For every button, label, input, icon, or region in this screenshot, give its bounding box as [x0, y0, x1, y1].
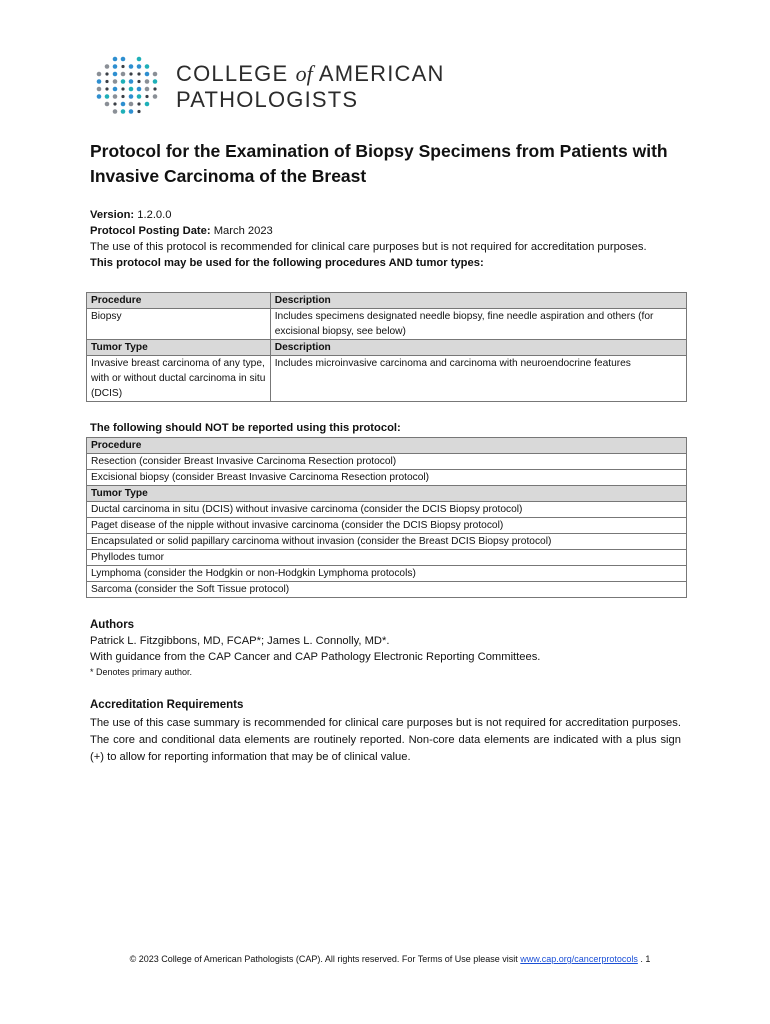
table-row [87, 534, 687, 550]
tumor-type-header: Tumor Type [87, 340, 271, 356]
version-value: 1.2.0.0 [137, 209, 172, 221]
table-row [87, 454, 687, 470]
excluded-tumor-cell: Sarcoma (consider the Soft Tissue protocol) [87, 582, 687, 598]
procedures-heading: This protocol may be used for the following procedures AND tumor types: [90, 257, 484, 269]
page-footer [90, 953, 690, 965]
tumor-type-cell: Invasive breast carcinoma of any type, with or without ductal carcinoma in situ (DCIS) [87, 356, 271, 402]
procedure-description-cell: Includes specimens designated needle biopsy, fine needle aspiration and others (for excisional biopsy, see below) [270, 309, 686, 340]
excluded-tumor-cell: Encapsulated or solid papillary carcinoma without invasion (consider the Breast DCIS Biopsy protocol) [87, 534, 687, 550]
table-row [87, 470, 687, 486]
tumor-description-cell: Includes microinvasive carcinoma and carcinoma with neuroendocrine features [270, 356, 686, 402]
table-row [87, 582, 687, 598]
cap-dot-mark-icon [94, 55, 162, 117]
procedures-table [86, 292, 687, 402]
posting-date-line: Protocol Posting Date: March 2023 [90, 225, 273, 237]
table-row [87, 309, 687, 340]
authors-heading: Authors [90, 619, 135, 631]
cap-logo [94, 55, 474, 117]
excluded-tumor-cell: Ductal carcinoma in situ (DCIS) without invasive carcinoma (consider the DCIS Biopsy protocol) [87, 502, 687, 518]
logo-line-1: COLLEGE of AMERICAN [176, 61, 445, 86]
primary-author-note: * Denotes primary author. [90, 667, 193, 677]
not-reported-table [86, 437, 687, 598]
accreditation-heading: Accreditation Requirements [90, 699, 244, 711]
procedure-cell: Biopsy [87, 309, 271, 340]
tumor-type-header: Tumor Type [87, 486, 687, 502]
procedure-header: Procedure [87, 293, 271, 309]
excluded-tumor-cell: Paget disease of the nipple without invasive carcinoma (consider the DCIS Biopsy protocol) [87, 518, 687, 534]
page-number: . 1 [640, 954, 651, 964]
procedure-header: Procedure [87, 438, 687, 454]
excluded-tumor-cell: Phyllodes tumor [87, 550, 687, 566]
table-header-row [87, 340, 687, 356]
document-title: Protocol for the Examination of Biopsy Specimens from Patients with Invasive Carcinoma of the Breast [90, 141, 668, 186]
copyright-text: © 2023 College of American Pathologists (CAP). All rights reserved. For Terms of Use please visit [129, 954, 518, 964]
tumor-description-header: Description [270, 340, 686, 356]
logo-line-2: PATHOLOGISTS [176, 87, 359, 112]
table-header-row [87, 438, 687, 454]
accreditation-section [90, 697, 681, 766]
excluded-tumor-cell: Lymphoma (consider the Hodgkin or non-Hodgkin Lymphoma protocols) [87, 566, 687, 582]
use-statement: The use of this protocol is recommended for clinical care purposes but is not required for accreditation purposes. [90, 241, 647, 253]
table-row [87, 550, 687, 566]
protocol-meta [90, 207, 690, 271]
excluded-procedure-cell: Resection (consider Breast Invasive Carcinoma Resection protocol) [87, 454, 687, 470]
table-row [87, 566, 687, 582]
authors-guidance: With guidance from the CAP Cancer and CAP Pathology Electronic Reporting Committees. [90, 651, 541, 663]
table-row [87, 502, 687, 518]
authors-section [90, 617, 690, 679]
version-line: Version: 1.2.0.0 [90, 209, 172, 221]
description-header: Description [270, 293, 686, 309]
table-header-row [87, 486, 687, 502]
authors-names: Patrick L. Fitzgibbons, MD, FCAP*; James L. Connolly, MD*. [90, 635, 390, 647]
table-header-row [87, 293, 687, 309]
accreditation-body: The use of this case summary is recommended for clinical care purposes but is not required for accreditation purposes. The core and conditional data elements are routinely reported. Non-core data elements are indicated with a plus sign (+) to allow for reporting information that may be of clinical value. [90, 717, 681, 763]
table-row [87, 356, 687, 402]
table-row [87, 518, 687, 534]
posting-date-value: March 2023 [213, 225, 273, 237]
logo-wordmark [176, 61, 445, 113]
cancer-protocols-link[interactable]: www.cap.org/cancerprotocols [520, 954, 638, 964]
not-reported-heading: The following should NOT be reported using this protocol: [90, 422, 401, 434]
excluded-procedure-cell: Excisional biopsy (consider Breast Invasive Carcinoma Resection protocol) [87, 470, 687, 486]
